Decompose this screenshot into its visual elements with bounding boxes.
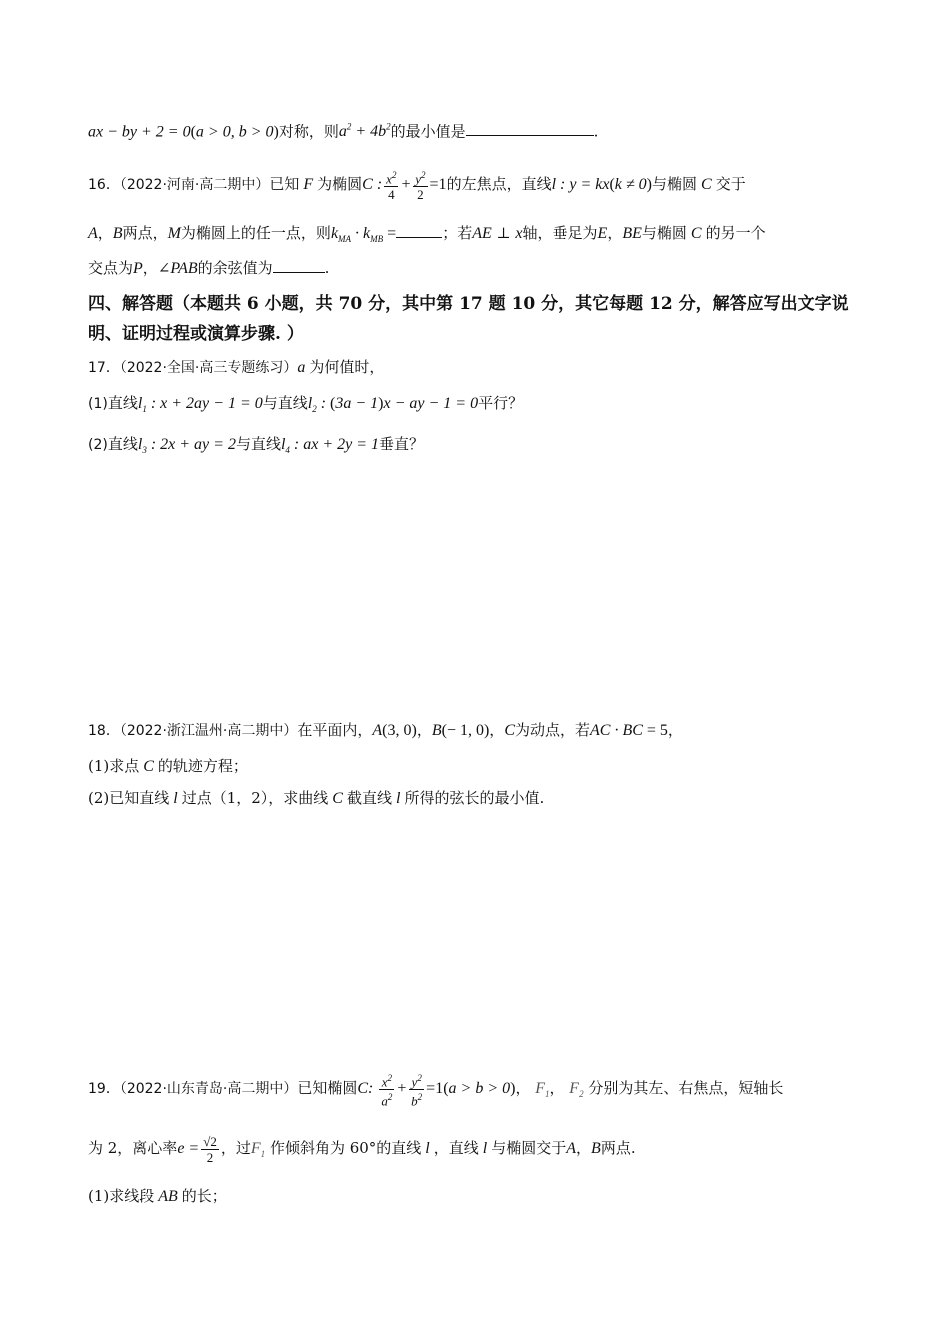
line-l1-equation: $l_1$ : x + 2ay − 1 = 0 xyxy=(137,395,263,415)
section-heading: 四、解答题（本题共 6 小题，共 70 分，其中第 17 题 10 分，其它每题 12 分，解答应写出文字说明、证明过程或演算步骤. ） xyxy=(88,294,849,344)
q18-stem: 18．（2022·浙江温州·高二期中）在平面内，A(3, 0)，B(− 1, 0)，C为动点，若AC · BC = 5， xyxy=(88,721,683,739)
q17-part1: (1)直线$l_1$ : x + 2ay − 1 = 0与直线$l_2$ : (3a − 1)x − ay − 1 = 0平行？ xyxy=(88,394,524,415)
ellipse-equation: C : $\frac{x^2}{4}$ + $\frac{y^2}{2}$ =1 xyxy=(362,170,447,203)
q17-part2: (2)直线$l_3$ : 2x + ay = 2与直线$l_4$ : ax + 2y = 1垂直？ xyxy=(88,435,425,456)
point-a: A(3, 0) xyxy=(372,722,417,739)
q15-equation: ax − by + 2 = 0(a > 0, b > 0) xyxy=(88,123,279,141)
q16-line2: A，B两点，M为椭圆上的任一点，则$k_{MA} \cdot k_{MB}$ = ；若AE ⊥ x轴，垂足为E，BE与椭圆 C 的另一个 xyxy=(88,224,766,245)
q16-line3: 交点为P，∠PAB的余弦值为 . xyxy=(88,259,330,277)
ellipse-equation: C: $\frac{x^2}{a^2}$ + $\frac{y^2}{b^2}$ =1(a > b > 0) xyxy=(357,1072,516,1109)
line-equation: l : y = kx(k ≠ 0) xyxy=(551,176,652,193)
q15-expression: $a^2 + 4b^2$ xyxy=(338,122,391,141)
q15-tail: ax − by + 2 = 0(a > 0, b > 0)对称，则$a^2 + 4b^2$的最小值是 . xyxy=(88,122,599,141)
question-number: 16． xyxy=(88,177,120,193)
q19-part1: (1)求线段 AB 的长； xyxy=(88,1187,227,1205)
line-l4-equation: $l_4$ : ax + 2y = 1 xyxy=(280,436,380,456)
answer-blank[interactable] xyxy=(466,121,594,136)
q18-part1: (1)求点 C 的轨迹方程； xyxy=(88,757,248,775)
eccentricity: e = $\frac{√2}{2}$ xyxy=(177,1133,217,1165)
dot-product-condition: AC · BC = 5 xyxy=(590,722,668,739)
q18-part2: (2)已知直线 l 过点（1，2），求曲线 C 截直线 l 所得的弦长的最小值. xyxy=(88,789,545,807)
q17-stem: 17．（2022·全国·高三专题练习）a 为何值时， xyxy=(88,358,385,376)
line-l3-equation: $l_3$ : 2x + ay = 2 xyxy=(137,436,236,456)
slope-product: $k_{MA} \cdot k_{MB}$ = xyxy=(330,225,397,245)
point-b: B(− 1, 0) xyxy=(431,722,490,739)
q19-line2: 为 2，离心率e = $\frac{√2}{2}$ ，过$F_1$ 作倾斜角为 60°的直线 l ，直线 l 与椭圆交于A，B两点. xyxy=(88,1133,636,1165)
question-source: （2022·河南·高二期中） xyxy=(119,177,270,193)
q19-stem: 19．（2022·山东青岛·高二期中）已知椭圆C: $\frac{x^2}{a^2}$ + $\frac{y^2}{b^2}$ =1(a > b > 0)， $F_1$， $F_2$ 分别为其左、右焦点，短轴长 xyxy=(88,1072,784,1109)
answer-blank[interactable] xyxy=(396,223,442,238)
q16-line1: 16．（2022·河南·高二期中）已知 F 为椭圆C : $\frac{x^2}{4}$ + $\frac{y^2}{2}$ =1的左焦点，直线l : y = kx(k ≠ 0)与椭圆 C 交于 xyxy=(88,170,746,203)
answer-blank[interactable] xyxy=(273,258,325,273)
line-l2-equation: $l_2$ : (3a − 1)x − ay − 1 = 0 xyxy=(307,395,479,415)
